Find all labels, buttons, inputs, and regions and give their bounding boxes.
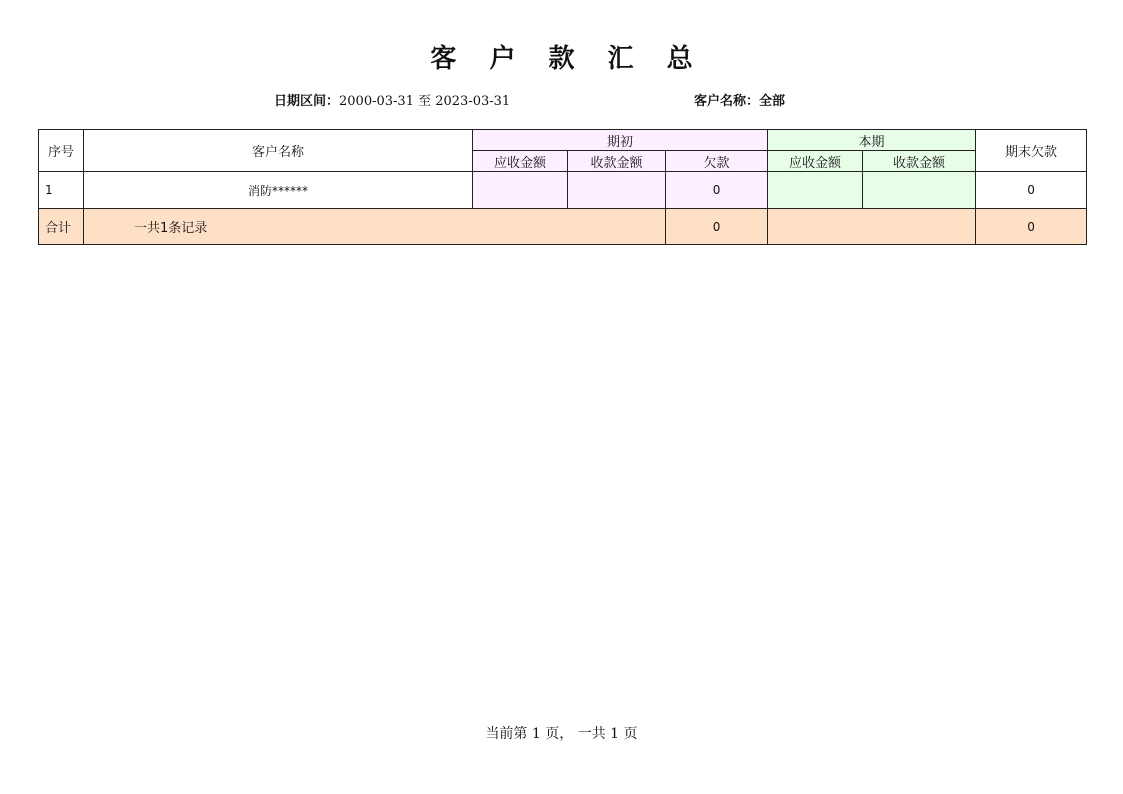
date-range (274, 92, 510, 112)
cell-index: 1 (39, 172, 84, 209)
header-current-received: 收款金额 (863, 151, 976, 172)
total-ending-debt: 0 (976, 209, 1087, 245)
total-label: 合计 (39, 209, 84, 245)
pagination-text-after: 页 (623, 726, 638, 742)
header-ending-debt: 期末欠款 (976, 130, 1087, 172)
header-opening-receivable: 应收金额 (473, 151, 568, 172)
total-row (39, 209, 1087, 245)
cell-customer-name: 消防****** (84, 172, 473, 209)
header-current-group: 本期 (768, 130, 976, 151)
cell-opening-received (568, 172, 666, 209)
summary-table (38, 129, 1087, 245)
pagination-current-page: 1 (531, 726, 541, 742)
cell-current-received (863, 172, 976, 209)
header-current-receivable: 应收金额 (768, 151, 863, 172)
header-index: 序号 (39, 130, 84, 172)
report-title: 客 户 款 汇 总 (430, 44, 705, 74)
pagination-text-before: 当前第 (485, 726, 528, 742)
header-row-1 (39, 130, 1087, 151)
header-opening-debt: 欠款 (666, 151, 768, 172)
pagination-text-middle: 页， 一共 (545, 726, 606, 742)
cell-current-receivable (768, 172, 863, 209)
table-row (39, 172, 1087, 209)
total-opening-debt: 0 (666, 209, 768, 245)
total-current (768, 209, 976, 245)
cell-ending-debt: 0 (976, 172, 1087, 209)
pagination (0, 724, 1123, 744)
customer-filter-value: 全部 (759, 94, 786, 109)
customer-filter (694, 92, 785, 112)
date-range-value: 2000-03-31 至 2023-03-31 (339, 94, 511, 109)
cell-opening-receivable (473, 172, 568, 209)
customer-filter-label: 客户名称： (694, 94, 760, 109)
total-record-count: 一共1条记录 (84, 209, 666, 245)
cell-opening-debt: 0 (666, 172, 768, 209)
date-range-label: 日期区间： (274, 94, 340, 109)
header-opening-received: 收款金额 (568, 151, 666, 172)
header-opening-group: 期初 (473, 130, 768, 151)
pagination-total-pages: 1 (610, 726, 620, 742)
header-customer-name: 客户名称 (84, 130, 473, 172)
